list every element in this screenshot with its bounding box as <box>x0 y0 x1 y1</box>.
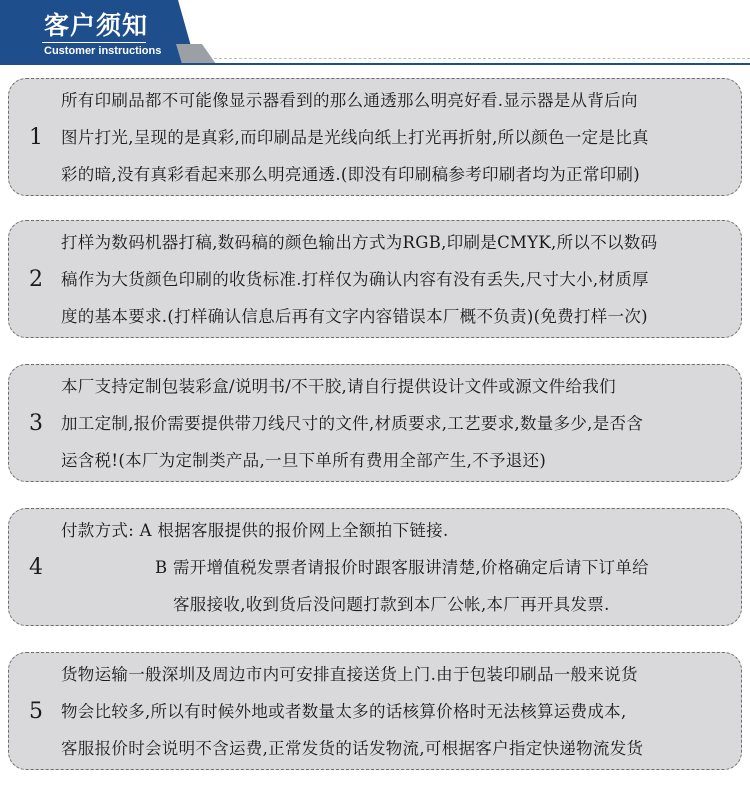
notice-line: 运含税!(本厂为定制类产品,一旦下单所有费用全部产生,不予退还) <box>61 451 547 470</box>
header-dashed-rule <box>214 58 750 59</box>
notice-card-5 <box>8 652 742 770</box>
notice-line: 稿作为大货颜色印刷的收货标准.打样仅为确认内容有没有丢失,尺寸大小,材质厚 <box>61 270 649 289</box>
notice-line: 彩的暗,没有真彩看起来那么明亮通透.(即没有印刷稿参考印刷者均为正常印刷) <box>61 165 640 184</box>
payment-method-line: 付款方式: A 根据客服提供的报价网上全额拍下链接. <box>61 521 449 540</box>
notice-line: 本厂支持定制包装彩盒/说明书/不干胶,请自行提供设计文件或源文件给我们 <box>61 377 616 396</box>
notice-card-3 <box>8 364 742 482</box>
notice-line: 加工定制,报价需要提供带刀线尺寸的文件,材质要求,工艺要求,数量多少,是否含 <box>61 414 644 433</box>
notice-number: 2 <box>29 266 43 292</box>
notice-card-4 <box>8 508 742 626</box>
notice-line: B 需开增值税发票者请报价时跟客服讲清楚,价格确定后请下订单给 <box>155 558 649 577</box>
notice-line: 图片打光,呈现的是真彩,而印刷品是光线向纸上打光再折射,所以颜色一定是比真 <box>61 128 649 147</box>
notice-line: 客服接收,收到货后没问题打款到本厂公帐,本厂再开具发票. <box>173 595 610 614</box>
section-header <box>0 0 750 66</box>
notice-line: 打样为数码机器打稿,数码稿的颜色输出方式为RGB,印刷是CMYK,所以不以数码 <box>61 233 658 252</box>
notice-number: 3 <box>29 410 43 436</box>
header-underline <box>0 63 750 65</box>
notice-line: 物会比较多,所以有时候外地或者数量太多的话核算价格时无法核算运费成本, <box>61 702 627 721</box>
notice-line: 货物运输一般深圳及周边市内可安排直接送货上门.由于包装印刷品一般来说货 <box>61 665 638 684</box>
header-accent <box>176 44 216 64</box>
title-divider <box>42 42 146 43</box>
notice-line: 度的基本要求.(打样确认信息后再有文字内容错误本厂概不负责)(免费打样一次) <box>61 307 648 326</box>
notice-line: 客服报价时会说明不含运费,正常发货的话发物流,可根据客户指定快递物流发货 <box>61 739 644 758</box>
notice-card-2 <box>8 220 742 338</box>
notice-card-1 <box>8 78 742 196</box>
notice-line: 所有印刷品都不可能像显示器看到的那么通透那么明亮好看.显示器是从背后向 <box>61 91 638 110</box>
notice-number: 4 <box>29 554 43 580</box>
notice-number: 1 <box>29 124 43 150</box>
page-title: 客户须知 <box>44 11 149 40</box>
notice-number: 5 <box>29 698 43 724</box>
page-subtitle: Customer instructions <box>44 45 162 57</box>
